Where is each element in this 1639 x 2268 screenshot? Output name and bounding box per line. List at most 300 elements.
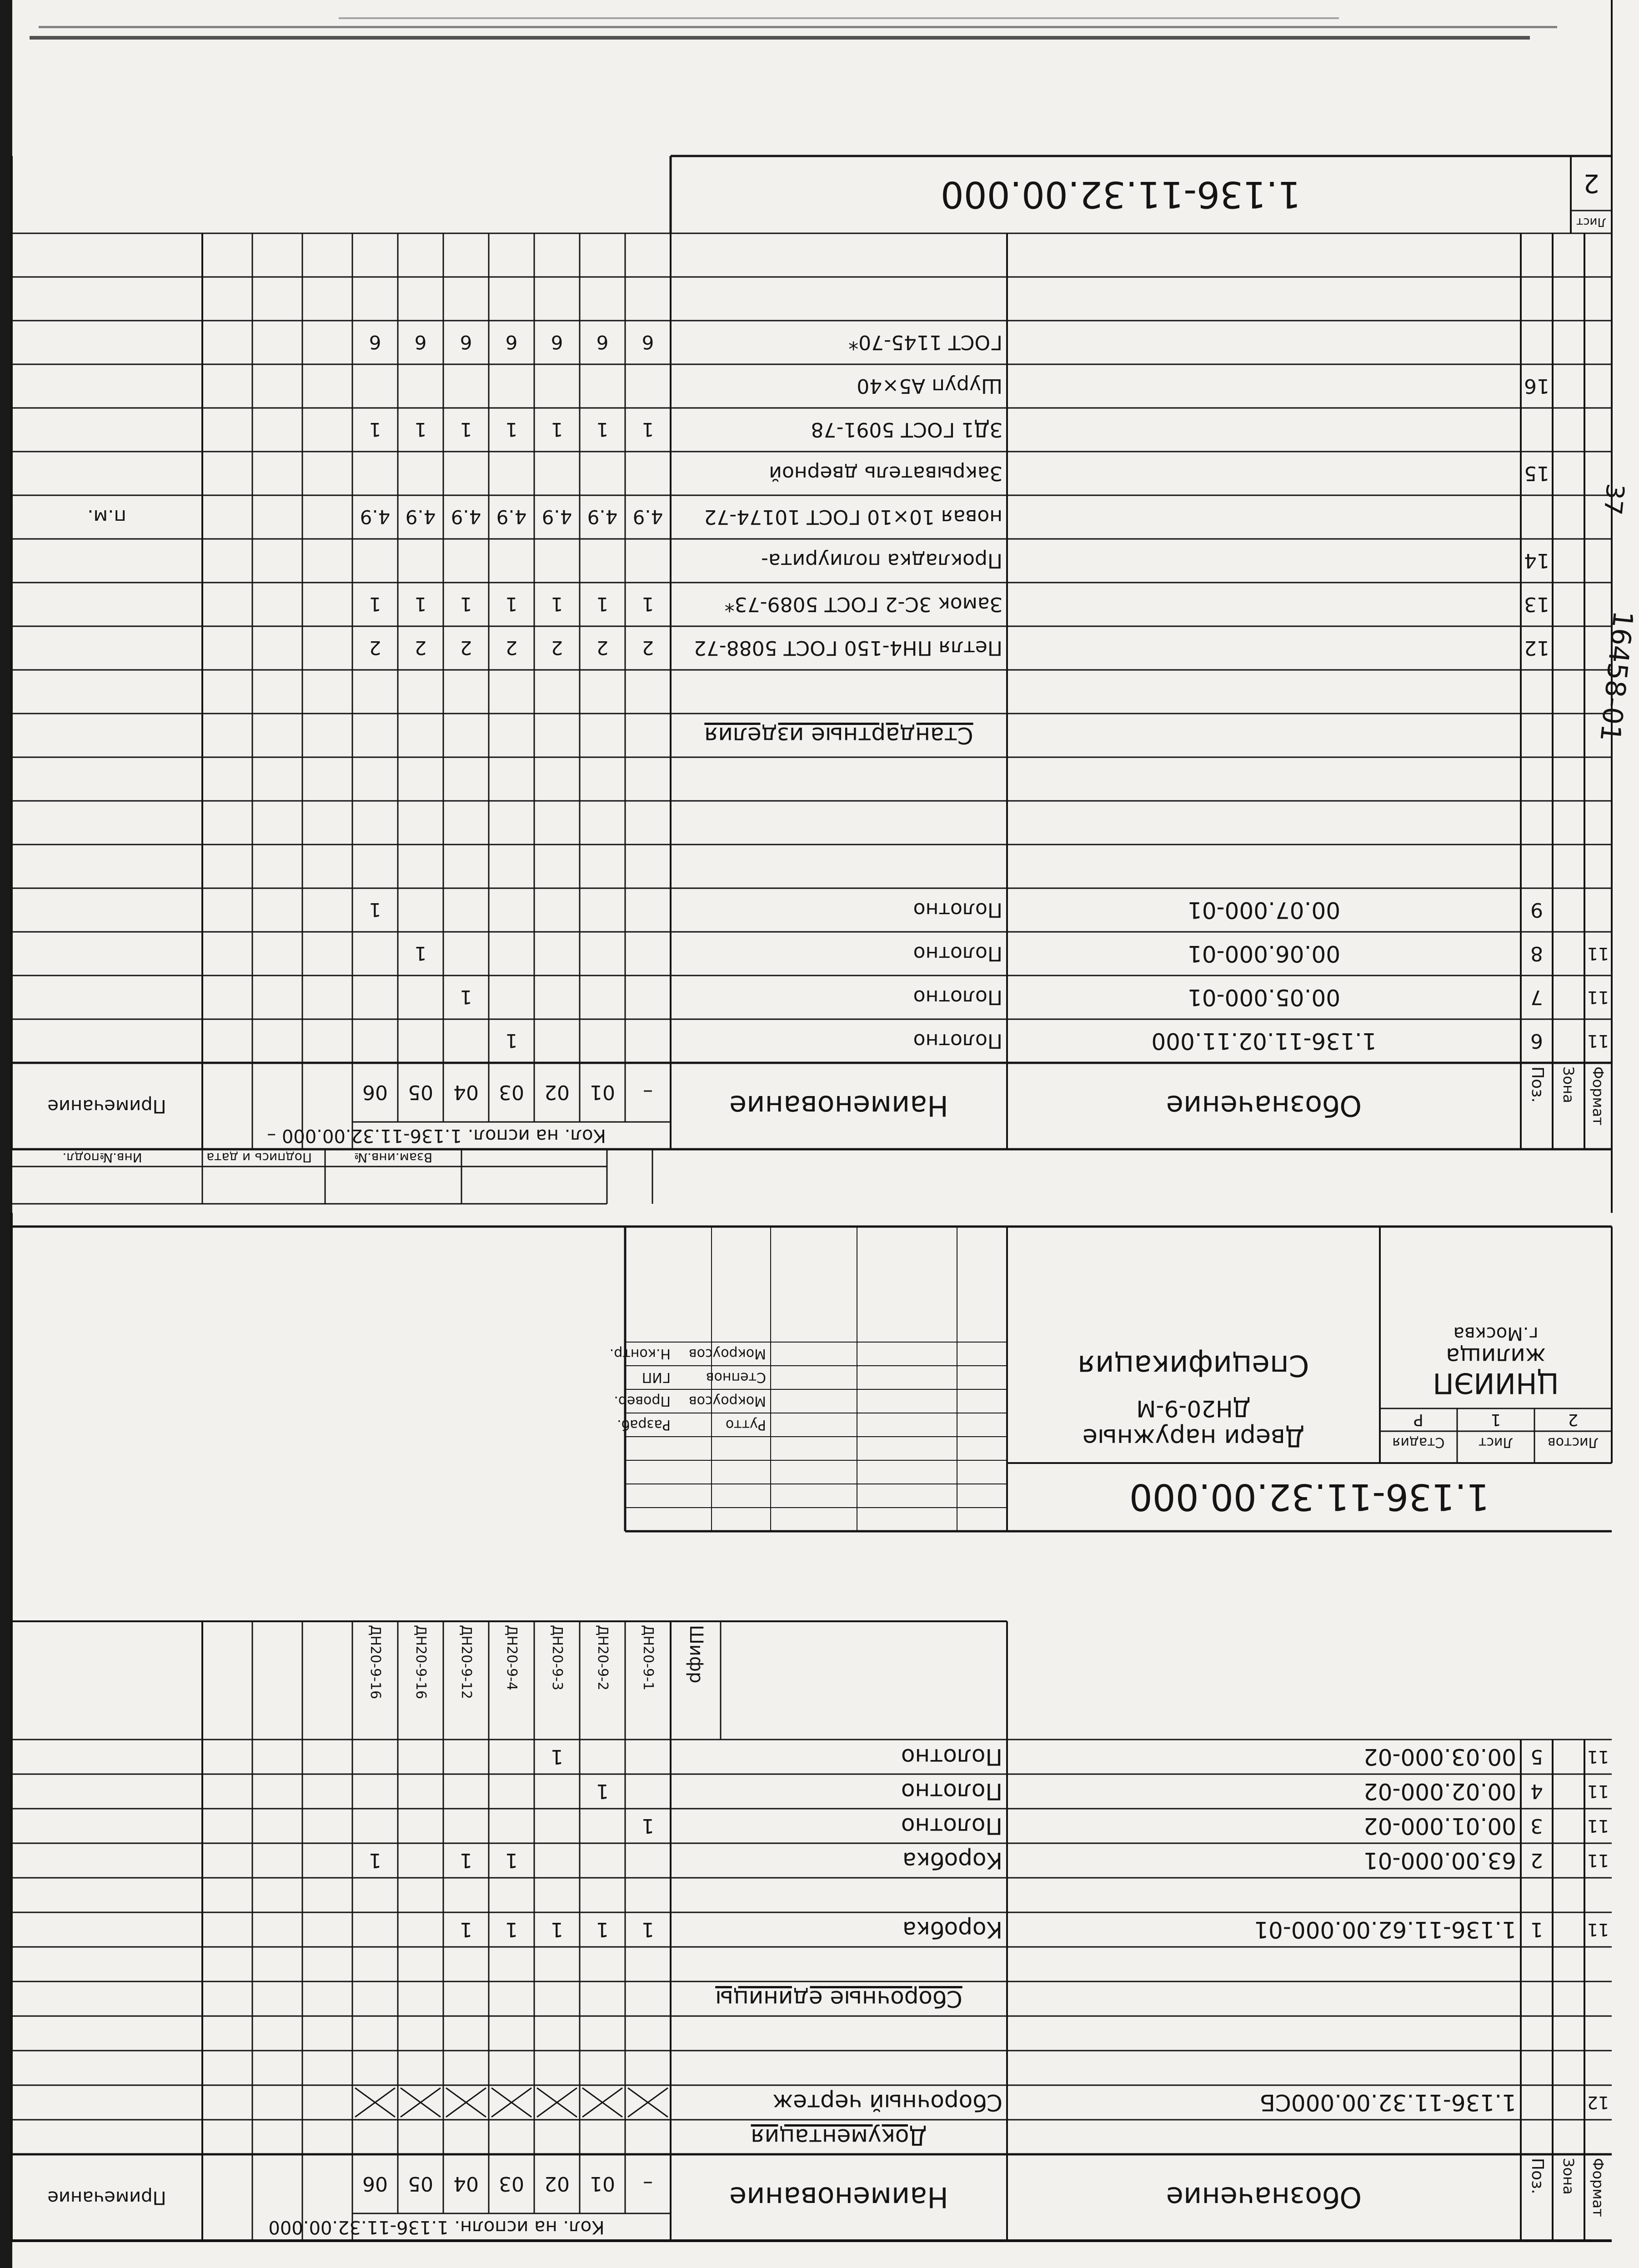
row-quantity	[443, 1947, 489, 1981]
row-note	[11, 2085, 202, 2120]
row-format	[1584, 757, 1612, 801]
row-quantity	[625, 1843, 671, 1878]
row-name	[671, 2051, 1007, 2085]
row-quantity: 1	[369, 418, 381, 441]
variant-header: 01	[590, 1081, 615, 1104]
row-designation	[1007, 1878, 1521, 1912]
row-zone	[1553, 1774, 1584, 1809]
row-quantity	[489, 932, 534, 976]
row-format	[1584, 2016, 1612, 2051]
row-quantity: 2	[460, 637, 472, 659]
row-note	[11, 1981, 202, 2016]
row-quantity	[443, 539, 489, 583]
row-quantity	[580, 1981, 625, 2016]
row-quantity: 6	[414, 331, 427, 354]
row-quantity	[489, 2120, 534, 2154]
row-quantity: 1	[369, 593, 381, 616]
row-quantity: 4.9	[541, 506, 572, 528]
row-format	[1584, 845, 1612, 888]
row-position	[1521, 277, 1553, 321]
row-name: Полотно	[901, 1813, 1002, 1839]
row-quantity	[580, 976, 625, 1019]
row-quantity	[625, 2120, 671, 2154]
row-designation	[1007, 233, 1521, 277]
row-quantity: 1	[460, 986, 472, 1009]
variant-header: 03	[499, 2172, 524, 2196]
row-quantity	[580, 932, 625, 976]
row-zone	[1553, 1981, 1584, 2016]
row-quantity: 1	[551, 593, 563, 616]
row-quantity	[443, 845, 489, 888]
row-quantity: 1	[505, 593, 518, 616]
row-quantity	[352, 2051, 398, 2085]
sheet-label: Лист	[1478, 1434, 1514, 1451]
row-quantity	[352, 2016, 398, 2051]
row-quantity	[443, 670, 489, 714]
row-note	[11, 1809, 202, 1843]
row-quantity	[534, 364, 580, 408]
row-note	[11, 364, 202, 408]
row-quantity	[398, 670, 443, 714]
row-designation	[1007, 1947, 1521, 1981]
row-name: Полотно	[913, 898, 1002, 922]
row-quantity	[625, 364, 671, 408]
row-designation	[1007, 2120, 1521, 2154]
variant-header: 05	[408, 2172, 433, 2196]
row-quantity	[352, 932, 398, 976]
row-quantity	[398, 976, 443, 1019]
row-designation	[1007, 1981, 1521, 2016]
replace-inventory-label: Взам.инв.№	[354, 1150, 433, 1166]
row-position	[1521, 714, 1553, 757]
row-quantity	[534, 1947, 580, 1981]
signature-role: Провер.	[614, 1393, 671, 1409]
row-name: Замок 3С-2 ГОСТ 5089-73*	[724, 593, 1002, 616]
row-note	[11, 1843, 202, 1878]
row-quantity	[398, 1809, 443, 1843]
row-quantity	[625, 670, 671, 714]
row-note	[11, 1019, 202, 1063]
row-quantity	[534, 539, 580, 583]
row-name: Полотно	[913, 942, 1002, 966]
row-quantity	[534, 932, 580, 976]
row-zone	[1553, 2051, 1584, 2085]
row-quantity	[398, 1878, 443, 1912]
row-zone	[1553, 757, 1584, 801]
row-quantity	[625, 2016, 671, 2051]
row-zone	[1553, 583, 1584, 626]
row-zone	[1553, 976, 1584, 1019]
row-name	[671, 845, 1007, 888]
row-zone	[1553, 670, 1584, 714]
row-quantity	[625, 452, 671, 495]
row-quantity: 1	[596, 418, 609, 441]
row-quantity	[489, 976, 534, 1019]
row-quantity	[580, 1019, 625, 1063]
row-quantity	[398, 1947, 443, 1981]
row-format	[1584, 277, 1612, 321]
row-quantity	[489, 364, 534, 408]
row-name: ЗД1 ГОСТ 5091-78	[811, 418, 1002, 442]
row-format	[1584, 539, 1612, 583]
variant-cipher: ДН20-9-4	[504, 1625, 520, 1690]
row-quantity	[534, 1019, 580, 1063]
signature-name: Рутто	[725, 1417, 766, 1433]
row-quantity	[352, 976, 398, 1019]
row-quantity	[534, 1843, 580, 1878]
row-quantity	[534, 888, 580, 932]
row-quantity: 6	[642, 331, 654, 354]
row-position: 14	[1524, 549, 1549, 573]
variant-cipher: ДН20-9-3	[549, 1625, 565, 1690]
row-quantity	[443, 1774, 489, 1809]
sheets-label: Листов	[1547, 1434, 1599, 1451]
row-designation	[1007, 539, 1521, 583]
row-quantity: 4.9	[632, 506, 663, 528]
row-quantity	[398, 1740, 443, 1774]
row-quantity	[398, 1981, 443, 2016]
sheet-label: Лист	[1576, 215, 1606, 229]
row-quantity	[534, 2120, 580, 2154]
row-format: 11	[1587, 1920, 1609, 1940]
row-note	[11, 1878, 202, 1912]
row-zone	[1553, 321, 1584, 364]
row-note	[11, 1774, 202, 1809]
row-quantity: 6	[505, 331, 518, 354]
signature-role: ГИП	[642, 1369, 671, 1386]
row-quantity: 1	[414, 418, 427, 441]
row-quantity: 1	[551, 1918, 563, 1941]
row-position: 1	[1530, 1918, 1543, 1941]
row-position	[1521, 2016, 1553, 2051]
row-quantity	[398, 1019, 443, 1063]
row-zone	[1553, 1019, 1584, 1063]
cipher-header: Шифр	[686, 1625, 707, 1684]
row-quantity: 1	[642, 593, 654, 616]
row-quantity	[443, 233, 489, 277]
row-quantity: 2	[642, 637, 654, 659]
row-quantity	[443, 452, 489, 495]
row-note	[11, 2120, 202, 2154]
row-note: п.м.	[87, 506, 126, 528]
row-quantity	[443, 714, 489, 757]
row-quantity	[580, 1843, 625, 1878]
row-quantity	[443, 932, 489, 976]
row-quantity	[352, 2120, 398, 2154]
row-position: 15	[1524, 462, 1549, 485]
sheets-value: 2	[1568, 1410, 1579, 1429]
row-quantity	[398, 1843, 443, 1878]
row-quantity	[489, 539, 534, 583]
col-zone-header: Зона	[1560, 2158, 1578, 2195]
row-quantity	[352, 1019, 398, 1063]
row-zone	[1553, 2085, 1584, 2120]
row-quantity	[534, 801, 580, 845]
archive-number-margin: 16458-01	[1594, 609, 1639, 744]
row-quantity: 2	[505, 637, 518, 659]
row-designation: 1.136-11.02.11.000	[1151, 1028, 1377, 1054]
row-quantity	[398, 364, 443, 408]
col-zone-header: Зона	[1560, 1066, 1578, 1103]
row-designation	[1007, 364, 1521, 408]
row-designation	[1007, 321, 1521, 364]
row-quantity	[489, 1947, 534, 1981]
row-quantity	[580, 757, 625, 801]
row-quantity	[534, 233, 580, 277]
row-designation	[1007, 2016, 1521, 2051]
row-quantity	[352, 233, 398, 277]
row-quantity	[580, 2120, 625, 2154]
row-quantity: 1	[369, 899, 381, 921]
row-name: Коробка	[902, 1847, 1002, 1874]
variant-header: 02	[544, 2172, 570, 2196]
row-quantity	[625, 1947, 671, 1981]
row-quantity	[625, 801, 671, 845]
row-zone	[1553, 932, 1584, 976]
row-quantity	[352, 1878, 398, 1912]
row-quantity	[398, 277, 443, 321]
row-quantity	[489, 1981, 534, 2016]
row-note	[11, 845, 202, 888]
row-name: Сборочный чертеж	[772, 2089, 1002, 2116]
row-quantity	[443, 1809, 489, 1843]
row-quantity	[398, 1912, 443, 1947]
row-designation: 00.07.000-01	[1187, 897, 1341, 923]
row-note	[11, 452, 202, 495]
row-name: Шуруп А5×40	[857, 374, 1002, 398]
row-quantity: 1	[505, 1849, 518, 1872]
organization-city: г.Москва	[1453, 1323, 1539, 1344]
row-note	[11, 976, 202, 1019]
row-quantity	[625, 539, 671, 583]
row-quantity: 6	[460, 331, 472, 354]
row-quantity: 1	[642, 1918, 654, 1941]
row-quantity: 4.9	[451, 506, 481, 528]
row-quantity	[580, 2051, 625, 2085]
row-format: 11	[1587, 1816, 1609, 1836]
row-quantity	[352, 845, 398, 888]
row-name: Полотно	[901, 1744, 1002, 1770]
row-quantity	[580, 452, 625, 495]
row-quantity	[489, 233, 534, 277]
signature-name: Степнов	[706, 1369, 766, 1386]
doc-number: 1.136-11.32.00.000	[1129, 1476, 1490, 1519]
variant-header: 03	[499, 1081, 524, 1104]
row-quantity: 6	[596, 331, 609, 354]
row-quantity: 1	[596, 593, 609, 616]
row-quantity	[625, 976, 671, 1019]
row-quantity: 2	[414, 637, 427, 659]
row-zone	[1553, 408, 1584, 452]
row-quantity	[625, 2051, 671, 2085]
row-name	[671, 1878, 1007, 1912]
row-quantity: 1	[369, 1849, 381, 1872]
section-heading: Сборочные единицы	[715, 1986, 962, 2012]
row-quantity	[352, 801, 398, 845]
col-format-header: Формат	[1589, 1066, 1607, 1126]
col-format-header: Формат	[1589, 2158, 1607, 2217]
row-quantity	[489, 670, 534, 714]
row-quantity	[625, 1740, 671, 1774]
row-quantity	[489, 1774, 534, 1809]
row-quantity	[489, 2016, 534, 2051]
row-format	[1584, 408, 1612, 452]
row-format: 11	[1587, 944, 1609, 964]
row-quantity	[398, 2051, 443, 2085]
row-quantity	[580, 1947, 625, 1981]
row-quantity	[443, 2016, 489, 2051]
row-name: Полотно	[913, 1029, 1002, 1053]
row-note	[11, 626, 202, 670]
row-quantity	[398, 1774, 443, 1809]
row-position: 7	[1530, 986, 1543, 1009]
row-quantity: 1	[551, 1745, 563, 1769]
row-quantity	[625, 1981, 671, 2016]
row-quantity	[489, 757, 534, 801]
row-note	[11, 1912, 202, 1947]
row-position	[1521, 495, 1553, 539]
variant-header: 02	[544, 1081, 570, 1104]
row-designation: 1.136-11.32.00.000СБ	[1259, 2089, 1516, 2116]
row-note	[11, 932, 202, 976]
row-position: 3	[1530, 1814, 1543, 1838]
row-position	[1521, 1878, 1553, 1912]
signature-role: Разраб.	[617, 1417, 671, 1433]
row-name: Коробка	[902, 1916, 1002, 1943]
doc-subtitle: ДН20-9-М	[1136, 1395, 1251, 1422]
row-quantity	[580, 714, 625, 757]
variant-header: 04	[453, 1081, 479, 1104]
page-number-margin: 37	[1598, 482, 1630, 517]
row-position	[1521, 408, 1553, 452]
row-quantity	[625, 1774, 671, 1809]
row-designation	[1007, 408, 1521, 452]
row-quantity	[398, 714, 443, 757]
row-quantity: 4.9	[360, 506, 391, 528]
row-format	[1584, 2120, 1612, 2154]
row-name	[671, 670, 1007, 714]
row-quantity	[534, 714, 580, 757]
row-quantity	[625, 932, 671, 976]
row-zone	[1553, 1878, 1584, 1912]
row-quantity	[398, 539, 443, 583]
col-note-header: Примечание	[47, 1096, 166, 1116]
row-designation	[1007, 277, 1521, 321]
row-designation	[1007, 670, 1521, 714]
signature-name: Мокроусов	[688, 1346, 766, 1362]
row-designation: 63.00.000-01	[1363, 1847, 1516, 1874]
row-designation	[1007, 583, 1521, 626]
row-zone	[1553, 539, 1584, 583]
row-format: 11	[1587, 1031, 1609, 1051]
row-designation: 00.02.000-02	[1363, 1778, 1516, 1805]
row-quantity	[443, 1019, 489, 1063]
row-quantity	[443, 1878, 489, 1912]
row-quantity: 1	[596, 1780, 609, 1803]
row-quantity	[489, 1809, 534, 1843]
row-zone	[1553, 495, 1584, 539]
row-name	[671, 757, 1007, 801]
row-format	[1584, 1981, 1612, 2016]
row-designation	[1007, 714, 1521, 757]
row-format	[1584, 321, 1612, 364]
row-quantity: 1	[596, 1918, 609, 1941]
row-designation: 1.136-11.62.00.000-01	[1254, 1916, 1516, 1943]
row-quantity	[352, 670, 398, 714]
doc-number: 1.136-11.32.00.000	[940, 173, 1301, 216]
row-zone	[1553, 1809, 1584, 1843]
row-zone	[1553, 845, 1584, 888]
qty-by-variant-header: Кол. на исполн. 1.136-11.32.00.000	[268, 2217, 605, 2238]
row-note	[11, 408, 202, 452]
row-quantity	[580, 801, 625, 845]
row-note	[11, 277, 202, 321]
row-quantity	[534, 976, 580, 1019]
row-note	[11, 2016, 202, 2051]
col-pos-header: Поз.	[1528, 2158, 1547, 2194]
row-zone	[1553, 2016, 1584, 2051]
row-zone	[1553, 2120, 1584, 2154]
row-quantity	[625, 233, 671, 277]
signature-name: Мокроусов	[688, 1393, 766, 1409]
row-quantity	[534, 1981, 580, 2016]
row-zone	[1553, 714, 1584, 757]
row-designation	[1007, 845, 1521, 888]
doc-title: Двери наружные	[1082, 1423, 1305, 1453]
row-name: Полотно	[901, 1778, 1002, 1805]
row-position	[1521, 321, 1553, 364]
sign-date-label: Подпись и дата	[206, 1150, 312, 1166]
row-quantity	[443, 1981, 489, 2016]
row-quantity	[534, 1774, 580, 1809]
organization-name: ЦНИИЭП	[1433, 1367, 1559, 1400]
row-quantity	[489, 452, 534, 495]
row-format: 11	[1587, 1851, 1609, 1871]
row-quantity	[534, 452, 580, 495]
row-quantity	[534, 2016, 580, 2051]
variant-header: 06	[362, 1081, 388, 1104]
inventory-original-label: Инв.№подл.	[62, 1150, 142, 1166]
row-quantity	[352, 1774, 398, 1809]
row-quantity: 1	[505, 1030, 518, 1052]
row-note	[11, 1740, 202, 1774]
row-quantity	[625, 277, 671, 321]
row-name: Прокладка полиурита-	[761, 549, 1002, 573]
row-quantity: 1	[642, 418, 654, 441]
row-quantity	[443, 2120, 489, 2154]
col-designation-header: Обозначение	[1166, 2181, 1362, 2214]
row-quantity: 2	[596, 637, 609, 659]
row-quantity	[443, 801, 489, 845]
row-quantity	[580, 1809, 625, 1843]
row-quantity	[489, 1878, 534, 1912]
row-note	[11, 714, 202, 757]
row-format: 12	[1587, 2092, 1609, 2112]
row-format: 11	[1587, 987, 1609, 1007]
row-quantity: 1	[460, 418, 472, 441]
row-name	[671, 801, 1007, 845]
row-designation: 00.03.000-02	[1363, 1744, 1516, 1770]
qty-by-variant-header: Кол. на испол. 1.136-11.32.00.000 –	[267, 1125, 606, 1146]
row-position: 6	[1530, 1029, 1543, 1053]
row-quantity	[398, 2016, 443, 2051]
row-quantity: 1	[642, 1814, 654, 1838]
row-zone	[1553, 452, 1584, 495]
row-name: Петля ПН4-150 ГОСТ 5088-72	[693, 636, 1002, 660]
row-quantity	[398, 757, 443, 801]
row-zone	[1553, 1843, 1584, 1878]
row-quantity: 1	[414, 942, 427, 965]
